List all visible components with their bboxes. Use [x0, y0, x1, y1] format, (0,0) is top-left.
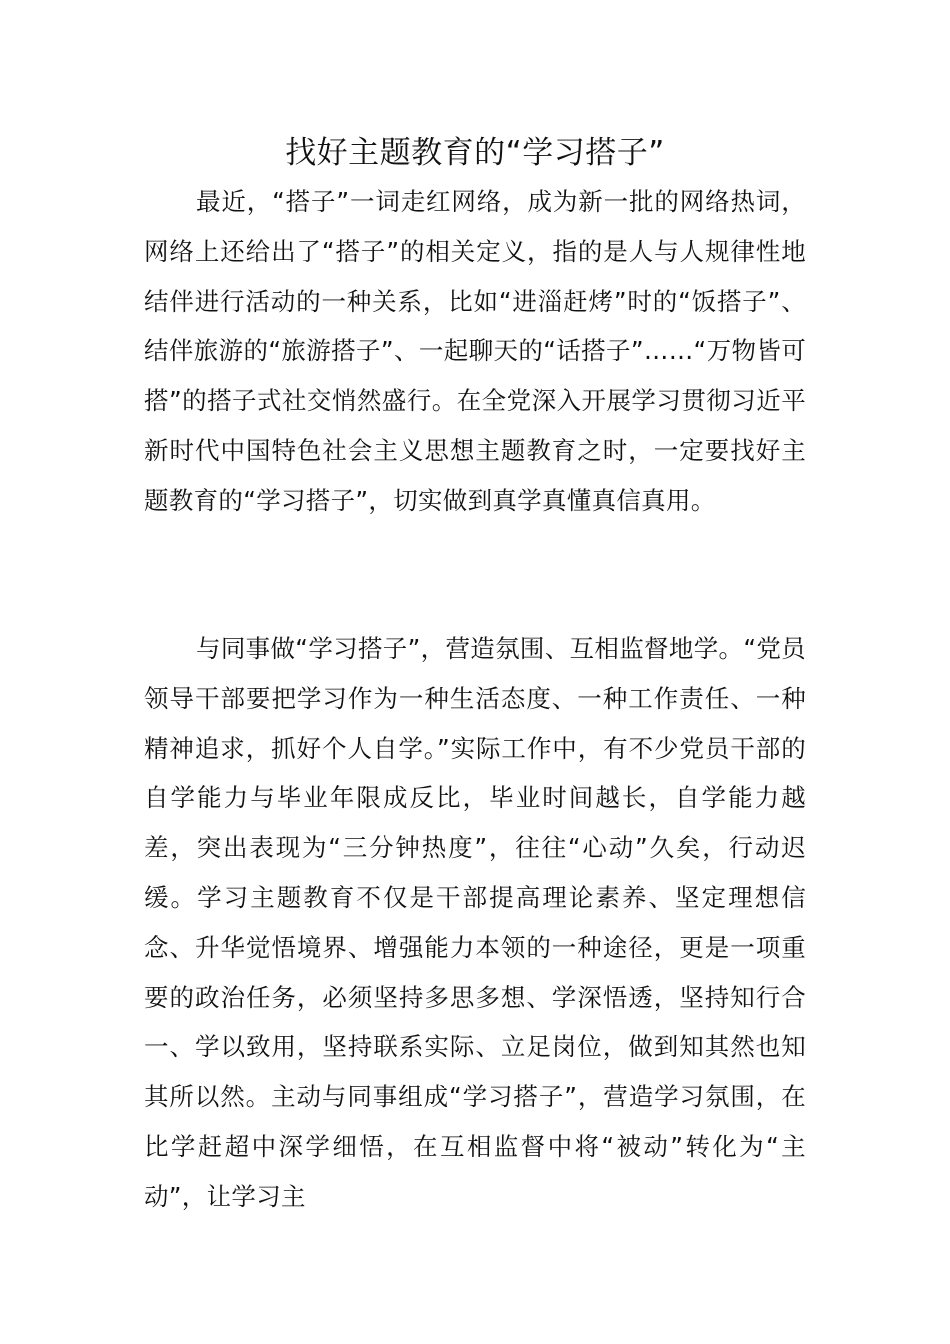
- document-title: 找好主题教育的“学习搭子”: [285, 135, 665, 171]
- paragraph-block-1: [144, 177, 806, 526]
- body-paragraph: 最近，“搭子”一词走红网络，成为新一批的网络热词，网络上还给出了“搭子”的相关定义，指的是人与人规律性地结伴进行活动的一种关系，比如“进淄赶烤”时的“饭搭子”、结伴旅游的“旅游搭子”、一起聊天的“话搭子”……“万物皆可搭”的搭子式社交悄然盛行。在全党深入开展学习贯彻习近平新时代中国特色社会主义思想主题教育之时，一定要找好主题教育的“学习搭子”，切实做到真学真懂真信真用。: [144, 187, 806, 515]
- paragraph-block-2: [144, 624, 806, 1222]
- body-paragraph: 与同事做“学习搭子”，营造氛围、互相监督地学。“党员领导干部要把学习作为一种生活态度、一种工作责任、一种精神追求，抓好个人自学。”实际工作中，有不少党员干部的自学能力与毕业年限成反比，毕业时间越长，自学能力越差，突出表现为“三分钟热度”，往往“心动”久矣，行动迟缓。学习主题教育不仅是干部提高理论素养、坚定理想信念、升华觉悟境界、增强能力本领的一种途径，更是一项重要的政治任务，必须坚持多思多想、学深悟透，坚持知行合一、学以致用，坚持联系实际、立足岗位，做到知其然也知其所以然。主动与同事组成“学习搭子”，营造学习氛围，在比学赶超中深学细悟，在互相监督中将“被动”转化为“主动”，让学习主: [144, 634, 806, 1211]
